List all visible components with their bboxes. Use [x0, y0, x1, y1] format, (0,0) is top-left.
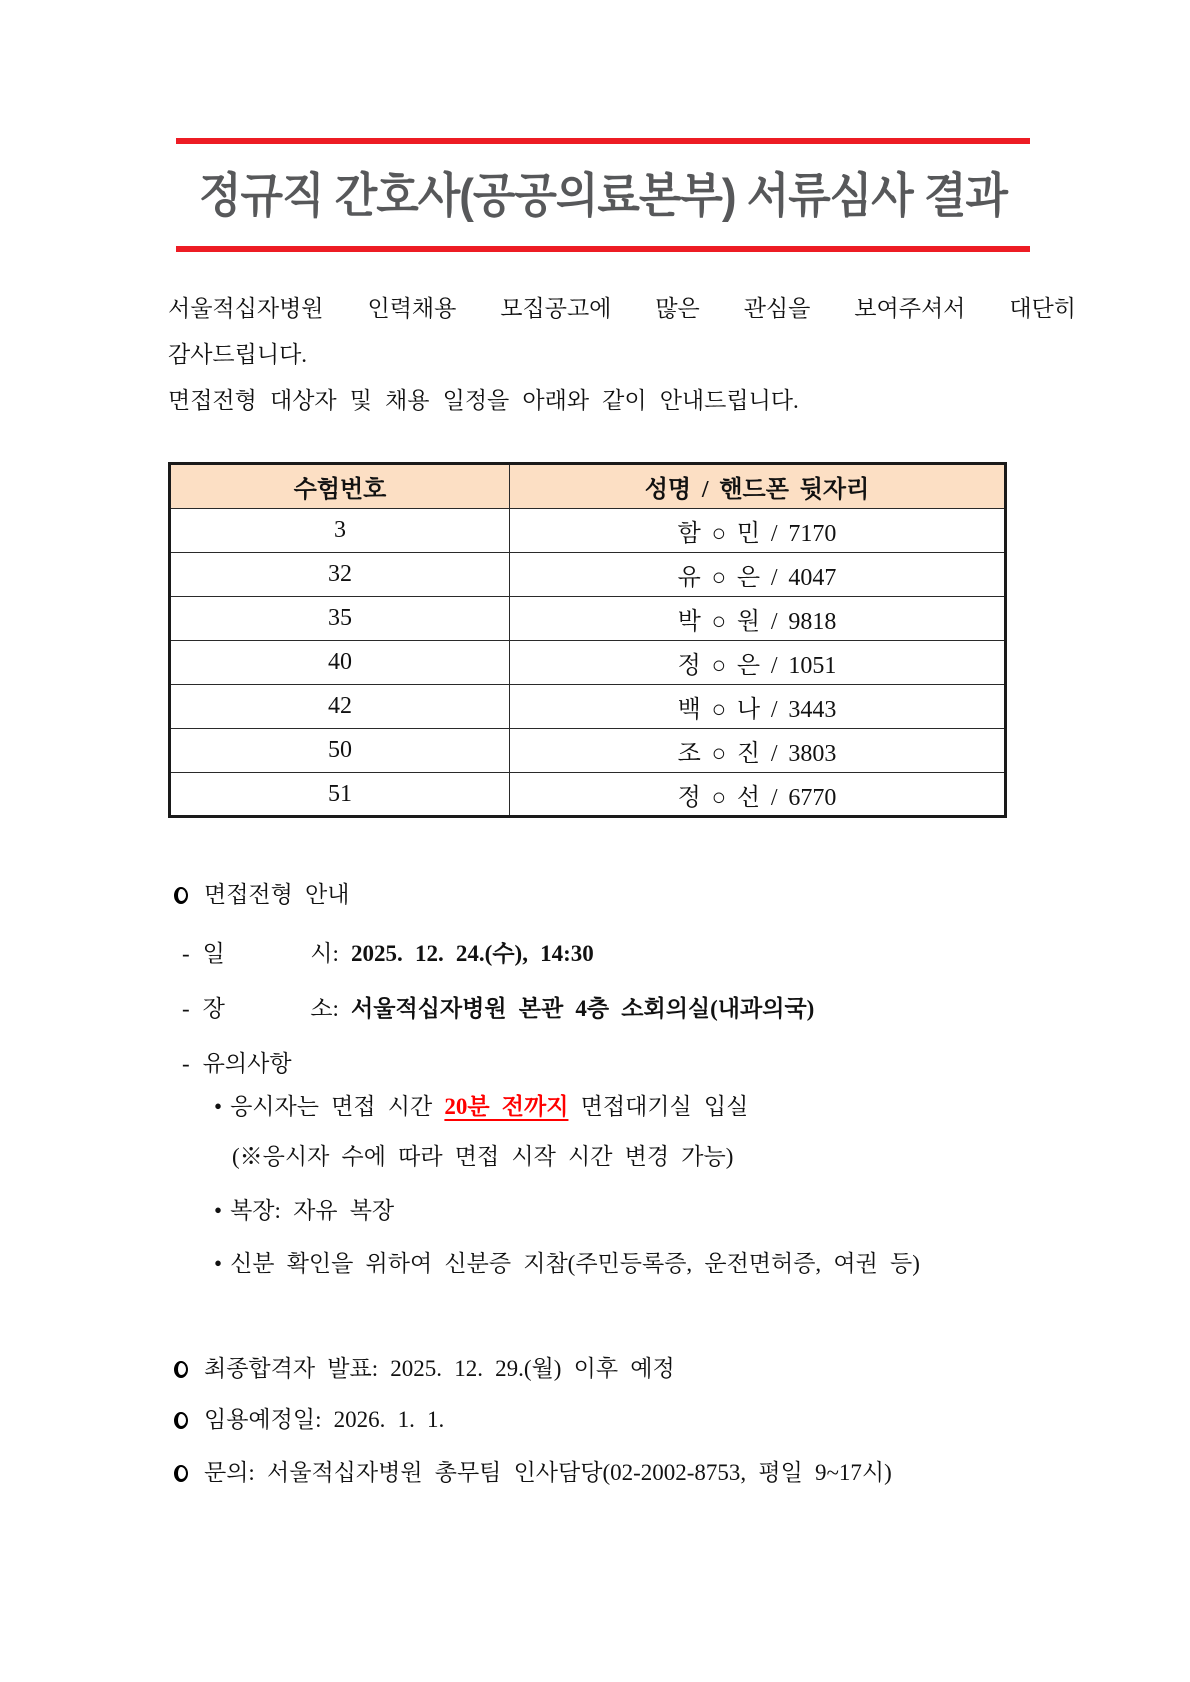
cell-exam-number: 50 [170, 729, 510, 773]
cell-exam-number: 32 [170, 553, 510, 597]
note-arrival-subnote: (※응시자 수에 따라 면접 시작 시간 변경 가능) [232, 1144, 734, 1169]
dot-bullet: • [214, 1094, 223, 1119]
note-arrival-pre: 응시자는 면접 시간 [230, 1094, 445, 1119]
cell-name-phone: 정 ○ 선 / 6770 [510, 773, 1006, 817]
note-id-line [168, 1245, 1118, 1278]
interview-section-heading [168, 876, 1118, 909]
appointment-date-line [168, 1401, 1118, 1434]
cell-exam-number: 51 [170, 773, 510, 817]
title-rule-top [176, 138, 1030, 144]
table-header-row [170, 464, 1006, 509]
dot-bullet: • [214, 1251, 223, 1276]
cell-exam-number: 42 [170, 685, 510, 729]
note-dresscode-line [168, 1192, 1118, 1225]
page-title: 정규직 간호사(공공의료본부) 서류심사 결과 [198, 169, 1008, 223]
intro-line-2: 감사드립니다. [168, 342, 308, 367]
title-rule-bottom [176, 246, 1030, 252]
cell-name-phone: 정 ○ 은 / 1051 [510, 641, 1006, 685]
table-row [170, 641, 1006, 685]
interview-datetime-line [168, 935, 1118, 968]
dash-bullet: - [182, 941, 190, 966]
final-announcement-text: 최종합격자 발표: 2025. 12. 29.(월) 이후 예정 [204, 1356, 675, 1381]
location-value: 서울적십자병원 본관 4층 소회의실(내과의국) [351, 996, 815, 1021]
table-row [170, 729, 1006, 773]
datetime-label: 일 시: [202, 941, 352, 966]
interview-heading-label: 면접전형 안내 [204, 882, 350, 907]
note-arrival-line [168, 1088, 1118, 1121]
cell-name-phone: 함 ○ 민 / 7170 [510, 509, 1006, 553]
circle-bullet-icon [174, 887, 188, 904]
cell-exam-number: 3 [170, 509, 510, 553]
table-row [170, 509, 1006, 553]
note-id-text: 신분 확인을 위하여 신분증 지참(주민등록증, 운전면허증, 여권 등) [230, 1251, 920, 1276]
intro-line-3: 면접전형 대상자 및 채용 일정을 아래와 같이 안내드립니다. [168, 388, 799, 413]
cell-name-phone: 조 ○ 진 / 3803 [510, 729, 1006, 773]
note-dresscode-text: 복장: 자유 복장 [230, 1198, 395, 1223]
final-announcement-line [168, 1350, 1118, 1383]
cell-exam-number: 35 [170, 597, 510, 641]
circle-bullet-icon [174, 1361, 188, 1378]
note-arrival-post: 면접대기실 입실 [568, 1094, 749, 1119]
applicants-table [168, 462, 1007, 818]
cell-name-phone: 박 ○ 원 / 9818 [510, 597, 1006, 641]
dash-bullet: - [182, 1051, 190, 1076]
contact-text: 문의: 서울적십자병원 총무팀 인사담당(02-2002-8753, 평일 9~17시) [204, 1460, 892, 1485]
notes-label: 유의사항 [202, 1051, 292, 1076]
circle-bullet-icon [174, 1465, 188, 1482]
interview-notes-heading [168, 1045, 1118, 1078]
table-row [170, 553, 1006, 597]
datetime-value: 2025. 12. 24.(수), 14:30 [351, 941, 594, 966]
cell-name-phone: 백 ○ 나 / 3443 [510, 685, 1006, 729]
location-label: 장 소: [202, 996, 352, 1021]
dot-bullet: • [214, 1198, 223, 1223]
interview-location-line [168, 990, 1118, 1023]
cell-name-phone: 유 ○ 은 / 4047 [510, 553, 1006, 597]
intro-paragraph [168, 286, 1076, 424]
note-arrival-highlight: 20분 전까지 [444, 1094, 569, 1119]
column-header-exam-number: 수험번호 [170, 464, 510, 509]
table-row [170, 773, 1006, 817]
dash-bullet: - [182, 996, 190, 1021]
intro-line-1: 서울적십자병원 인력채용 모집공고에 많은 관심을 보여주셔서 대단히 [168, 296, 1076, 321]
circle-bullet-icon [174, 1412, 188, 1429]
table-row [170, 597, 1006, 641]
contact-line [168, 1454, 1118, 1487]
table-row [170, 685, 1006, 729]
column-header-name-phone: 성명 / 핸드폰 뒷자리 [510, 464, 1006, 509]
cell-exam-number: 40 [170, 641, 510, 685]
appointment-date-text: 임용예정일: 2026. 1. 1. [204, 1407, 445, 1432]
